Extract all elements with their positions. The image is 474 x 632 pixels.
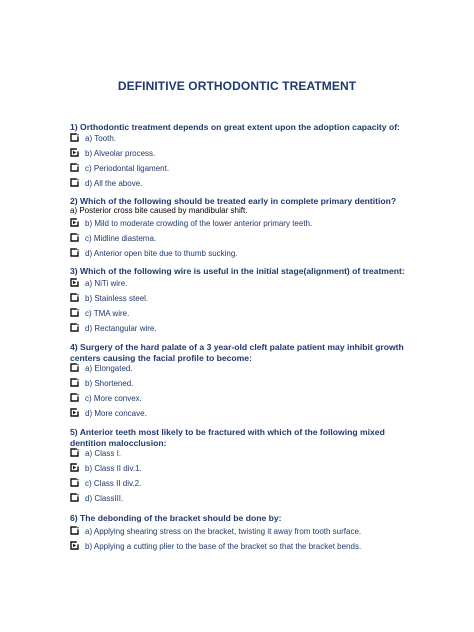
- option-label: d) More concave.: [85, 409, 147, 418]
- option-2a-text: a) Posterior cross bite caused by mandibular shift.: [70, 206, 248, 215]
- checkbox-icon[interactable]: [70, 178, 79, 187]
- checkbox-icon[interactable]: [70, 163, 79, 172]
- option-label: a) Elongated.: [85, 364, 133, 373]
- option-label: c) Periodontal ligament.: [85, 164, 170, 173]
- checkbox-icon[interactable]: [70, 448, 79, 457]
- option-label: b) Shortened.: [85, 379, 134, 388]
- option-label: d) ClassIII.: [85, 494, 124, 503]
- option-label: a) Applying shearing stress on the bracket, twisting it away from tooth surface.: [85, 527, 362, 536]
- option-label: a) Class I.: [85, 449, 122, 458]
- option-label: b) Applying a cutting plier to the base of the bracket so that the bracket bends.: [85, 542, 362, 551]
- checkbox-icon[interactable]: [70, 408, 79, 417]
- page-title: DEFINITIVE ORTHODONTIC TREATMENT: [117, 79, 357, 93]
- checkbox-icon[interactable]: [70, 218, 79, 227]
- question-text: 2) Which of the following should be treated early in complete primary dentition?: [70, 196, 397, 206]
- option-label: c) More convex.: [85, 394, 142, 403]
- checkbox-icon[interactable]: [70, 526, 79, 535]
- checkbox-icon[interactable]: [70, 293, 79, 302]
- checkbox-icon[interactable]: [70, 248, 79, 257]
- question-text: 1) Orthodontic treatment depends on great extent upon the adoption capacity of:: [70, 122, 400, 132]
- checkbox-icon[interactable]: [70, 133, 79, 142]
- option-label: a) Tooth.: [85, 134, 116, 143]
- option-label: d) All the above.: [85, 179, 143, 188]
- question-text: 5) Anterior teeth most likely to be fractured with which of the following mixed dentition malocclusion:: [70, 427, 385, 448]
- option-label: b) Stainless steel.: [85, 294, 149, 303]
- checkbox-icon[interactable]: [70, 363, 79, 372]
- checkbox-icon[interactable]: [70, 308, 79, 317]
- checkbox-icon[interactable]: [70, 463, 79, 472]
- checkbox-icon[interactable]: [70, 233, 79, 242]
- option-label: a) NiTi wire.: [85, 279, 128, 288]
- checkbox-icon[interactable]: [70, 393, 79, 402]
- question-text: 6) The debonding of the bracket should be done by:: [70, 513, 282, 523]
- checkbox-icon[interactable]: [70, 278, 79, 287]
- option-label: b) Alveolar process.: [85, 149, 156, 158]
- option-label: c) Midline diastema.: [85, 234, 157, 243]
- checkbox-icon[interactable]: [70, 148, 79, 157]
- question-text: 3) Which of the following wire is useful in the initial stage(alignment) of treatment:: [70, 266, 405, 276]
- question-text: 4) Surgery of the hard palate of a 3 year-old cleft palate patient may inhibit growth centers causing the facial profile to become:: [70, 342, 404, 363]
- option-label: d) Anterior open bite due to thumb sucking.: [85, 249, 238, 258]
- checkbox-icon[interactable]: [70, 323, 79, 332]
- option-label: b) Class II div.1.: [85, 464, 142, 473]
- checkbox-icon[interactable]: [70, 478, 79, 487]
- option-label: b) Mild to moderate crowding of the lower anterior primary teeth.: [85, 219, 313, 228]
- option-label: c) Class II div.2.: [85, 479, 142, 488]
- checkbox-icon[interactable]: [70, 541, 79, 550]
- checkbox-icon[interactable]: [70, 378, 79, 387]
- checkbox-icon[interactable]: [70, 493, 79, 502]
- option-label: d) Rectangular wire.: [85, 324, 157, 333]
- option-label: c) TMA wire.: [85, 309, 130, 318]
